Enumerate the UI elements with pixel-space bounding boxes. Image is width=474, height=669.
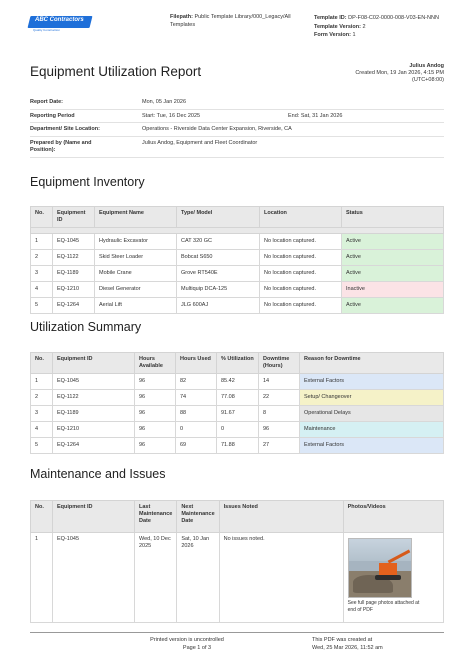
- cell-equipment-id: EQ-1210: [53, 422, 135, 438]
- cell-utilization: 77.08: [217, 390, 259, 406]
- cell-no: 1: [31, 533, 53, 623]
- footer-divider: [30, 632, 444, 633]
- footer-right: [312, 636, 383, 652]
- info-row-period: [30, 110, 444, 124]
- template-version-value: 2: [362, 23, 366, 30]
- utilization-row: [31, 422, 444, 438]
- cell-equipment-name: Skid Steer Loader: [95, 250, 177, 266]
- period-end: End: Sat, 31 Jan 2026: [288, 112, 343, 119]
- cell-location: No location captured.: [260, 266, 342, 282]
- form-version-label: Form Version:: [314, 32, 351, 38]
- cell-hours-used: 69: [176, 438, 217, 454]
- cell-no: 2: [31, 250, 53, 266]
- prepared-value: Julius Andog, Equipment and Fleet Coordinator: [142, 139, 258, 146]
- photo-sky: [349, 539, 411, 561]
- inventory-row: [31, 266, 444, 282]
- inventory-row: [31, 234, 444, 250]
- cell-hours-used: 74: [176, 390, 217, 406]
- filepath-label: Filepath:: [170, 14, 193, 20]
- cell-no: 1: [31, 374, 53, 390]
- filepath-value: Public Template Library/000_Legacy/All Templates: [170, 14, 291, 28]
- company-logo: [29, 16, 91, 33]
- inventory-heading: Equipment Inventory: [30, 175, 145, 189]
- cell-equipment-id: EQ-1210: [53, 282, 95, 298]
- col-header: Equipment ID: [53, 207, 95, 228]
- cell-status: Inactive: [342, 282, 444, 298]
- cell-equipment-id: EQ-1122: [53, 250, 95, 266]
- timezone: (UTC+08:00): [412, 77, 444, 83]
- cell-equipment-id: EQ-1264: [53, 298, 95, 314]
- col-header: No.: [31, 353, 53, 374]
- cell-equipment-name: Aerial Lift: [95, 298, 177, 314]
- report-date-label: Report Date:: [30, 99, 64, 105]
- utilization-row: [31, 406, 444, 422]
- maintenance-row: [31, 533, 444, 623]
- cell-utilization: 91.67: [217, 406, 259, 422]
- author-block: [355, 63, 444, 84]
- cell-no: 4: [31, 282, 53, 298]
- site-value: Operations - Riverside Data Center Expansion, Riverside, CA: [142, 126, 292, 132]
- page-number: Page 1 of 3: [182, 645, 212, 651]
- utilization-header-row: [31, 353, 444, 374]
- cell-no: 4: [31, 422, 53, 438]
- col-header: No.: [31, 501, 53, 533]
- col-header: Hours Available: [135, 353, 176, 374]
- cell-reason: External Factors: [300, 438, 444, 454]
- cell-hours-available: 96: [135, 422, 176, 438]
- cell-hours-available: 96: [135, 438, 176, 454]
- cell-utilization: 71.88: [217, 438, 259, 454]
- cell-no: 5: [31, 438, 53, 454]
- cell-hours-used: 82: [176, 374, 217, 390]
- col-header: Status: [342, 207, 444, 228]
- cell-next-maintenance: Sat, 10 Jan 2026: [177, 533, 219, 623]
- col-header: No.: [31, 207, 53, 228]
- cell-equipment-name: Mobile Crane: [95, 266, 177, 282]
- cell-utilization: 85.42: [217, 374, 259, 390]
- template-info-block: [314, 14, 464, 40]
- info-row-site: [30, 123, 444, 137]
- maintenance-table: [30, 500, 444, 623]
- created-timestamp: Created Mon, 19 Jan 2026, 4:15 PM: [355, 70, 444, 76]
- col-header: Downtime (Hours): [259, 353, 300, 374]
- col-header: Hours Used: [176, 353, 217, 374]
- created-note: This PDF was created at: [312, 637, 373, 643]
- cell-utilization: 0: [217, 422, 259, 438]
- form-version-value: 1: [352, 32, 356, 38]
- footer-center: [150, 636, 226, 652]
- col-header: Type/ Model: [177, 207, 260, 228]
- template-id-value: DP-F08-C02-0000-008-V03-EN-NNN: [348, 15, 439, 21]
- utilization-heading: Utilization Summary: [30, 320, 142, 334]
- report-date-value: Mon, 05 Jan 2026: [142, 99, 187, 105]
- period-start: Start: Tue, 16 Dec 2025: [142, 112, 201, 119]
- col-header: Equipment ID: [53, 501, 135, 533]
- cell-equipment-name: Diesel Generator: [95, 282, 177, 298]
- cell-hours-used: 0: [176, 422, 217, 438]
- page-title: Equipment Utilization Report: [30, 64, 202, 79]
- maintenance-heading: Maintenance and Issues: [30, 467, 166, 481]
- cell-downtime: 14: [259, 374, 300, 390]
- col-header: Photos/Videos: [343, 501, 443, 533]
- col-header: Equipment Name: [95, 207, 177, 228]
- inventory-row: [31, 250, 444, 266]
- col-header: Next Maintenance Date: [177, 501, 219, 533]
- photo-caption: See full page photos attached at end of PDF: [347, 600, 420, 613]
- cell-hours-available: 96: [135, 406, 176, 422]
- cell-reason: Setup/ Changeover: [300, 390, 444, 406]
- cell-reason: Operational Delays: [300, 406, 444, 422]
- cell-hours-available: 96: [135, 390, 176, 406]
- cell-no: 3: [31, 266, 53, 282]
- cell-location: No location captured.: [260, 282, 342, 298]
- cell-photos: [343, 533, 443, 623]
- col-header: Reason for Downtime: [300, 353, 444, 374]
- cell-equipment-id: EQ-1045: [53, 374, 135, 390]
- cell-downtime: 27: [259, 438, 300, 454]
- period-label: Reporting Period: [30, 112, 75, 119]
- page-header: [0, 0, 474, 46]
- cell-hours-available: 96: [135, 374, 176, 390]
- photo-excavator-cab: [379, 563, 397, 575]
- inventory-row: [31, 298, 444, 314]
- cell-model: JLG 600AJ: [177, 298, 260, 314]
- cell-location: No location captured.: [260, 234, 342, 250]
- cell-status: Active: [342, 298, 444, 314]
- cell-no: 2: [31, 390, 53, 406]
- cell-location: No location captured.: [260, 250, 342, 266]
- template-version-label: Template Version:: [314, 23, 361, 30]
- cell-downtime: 96: [259, 422, 300, 438]
- maintenance-header-row: [31, 501, 444, 533]
- col-header: Equipment ID: [53, 353, 135, 374]
- cell-status: Active: [342, 250, 444, 266]
- cell-model: Grove RT540E: [177, 266, 260, 282]
- cell-equipment-id: EQ-1189: [53, 406, 135, 422]
- cell-downtime: 22: [259, 390, 300, 406]
- cell-model: Multiquip DCA-125: [177, 282, 260, 298]
- info-row-prepared: [30, 137, 444, 158]
- cell-last-maintenance: Wed, 10 Dec 2025: [135, 533, 177, 623]
- cell-no: 5: [31, 298, 53, 314]
- template-id-label: Template ID:: [314, 15, 347, 21]
- cell-equipment-id: EQ-1189: [53, 266, 95, 282]
- utilization-body: [31, 374, 444, 454]
- cell-status: Active: [342, 234, 444, 250]
- inventory-body: [31, 234, 444, 314]
- report-info: [30, 96, 444, 158]
- cell-location: No location captured.: [260, 298, 342, 314]
- col-header: Last Maintenance Date: [135, 501, 177, 533]
- utilization-row: [31, 438, 444, 454]
- utilization-table: [30, 352, 444, 454]
- cell-downtime: 8: [259, 406, 300, 422]
- cell-no: 1: [31, 234, 53, 250]
- cell-no: 3: [31, 406, 53, 422]
- info-row-report-date: [30, 96, 444, 110]
- author-name: Julius Andog: [409, 63, 444, 69]
- col-header: % Utilization: [217, 353, 259, 374]
- cell-status: Active: [342, 266, 444, 282]
- cell-equipment-id: EQ-1122: [53, 390, 135, 406]
- photo-excavator-tracks: [375, 575, 401, 580]
- prepared-label: Prepared by (Name and Position):: [30, 139, 92, 153]
- col-header: Issues Noted: [219, 501, 343, 533]
- inventory-header-row: [31, 207, 444, 228]
- cell-equipment-id: EQ-1264: [53, 438, 135, 454]
- logo-text: ABC Contractors: [35, 17, 84, 23]
- excavator-photo[interactable]: [348, 538, 412, 598]
- site-label: Department/ Site Location:: [30, 126, 100, 132]
- inventory-table: [30, 206, 444, 314]
- printed-note: Printed version is uncontrolled: [150, 637, 224, 643]
- utilization-row: [31, 390, 444, 406]
- cell-model: CAT 320 GC: [177, 234, 260, 250]
- utilization-row: [31, 374, 444, 390]
- logo-tagline: Quality Construction: [33, 28, 61, 32]
- cell-reason: External Factors: [300, 374, 444, 390]
- cell-equipment-id: EQ-1045: [53, 533, 135, 623]
- cell-equipment-name: Hydraulic Excavator: [95, 234, 177, 250]
- cell-model: Bobcat S650: [177, 250, 260, 266]
- col-header: Location: [260, 207, 342, 228]
- inventory-row: [31, 282, 444, 298]
- cell-hours-used: 88: [176, 406, 217, 422]
- cell-reason: Maintenance: [300, 422, 444, 438]
- cell-equipment-id: EQ-1045: [53, 234, 95, 250]
- cell-issues: No issues noted.: [219, 533, 343, 623]
- page-footer: [0, 632, 474, 669]
- created-date: Wed, 25 Mar 2026, 11:52 am: [312, 645, 383, 651]
- filepath-block: [170, 14, 300, 29]
